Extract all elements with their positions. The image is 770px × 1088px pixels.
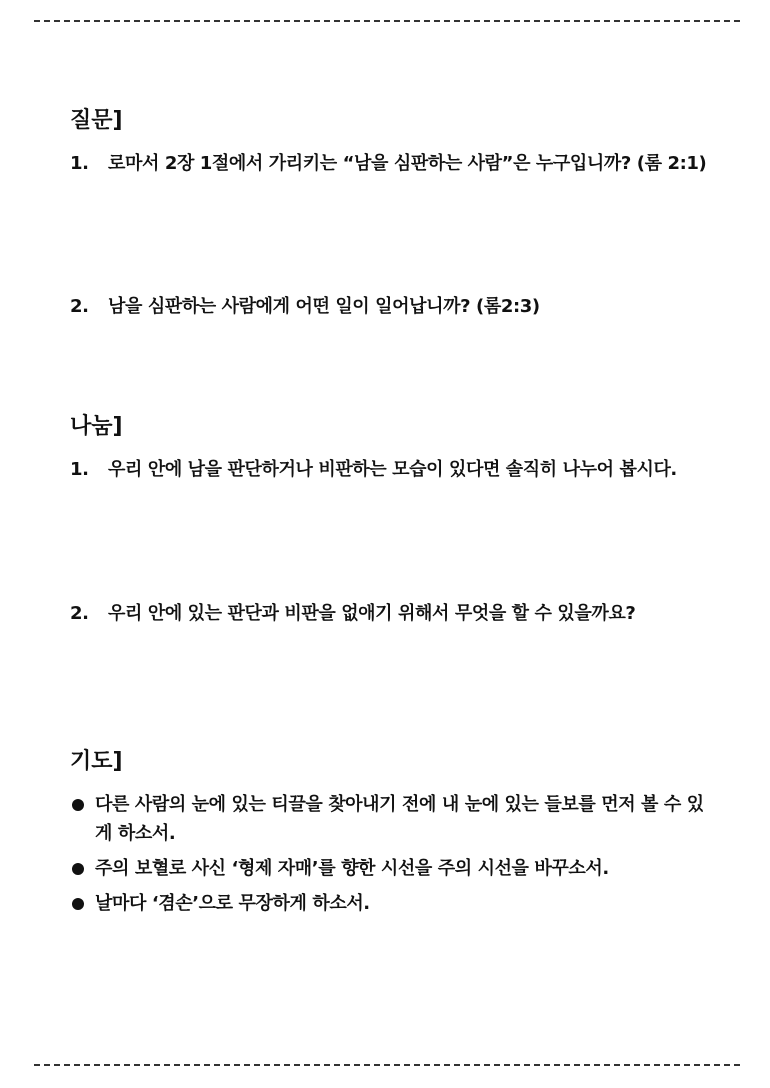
questions-section — [70, 108, 710, 134]
bottom-divider — [34, 1064, 740, 1066]
sharing-1 — [70, 455, 710, 484]
prayer-item — [70, 790, 710, 848]
sharing-heading: 나눔] — [70, 414, 123, 439]
prayer-item — [70, 854, 710, 883]
question-1 — [70, 149, 710, 178]
prayer-item — [70, 889, 710, 918]
question-number: 1. — [70, 153, 89, 174]
sharing-2 — [70, 599, 710, 628]
bullet-icon — [72, 799, 84, 811]
questions-heading: 질문] — [70, 108, 123, 133]
question-item — [70, 149, 710, 178]
sharing-number: 1. — [70, 459, 89, 480]
sharing-text: 우리 안에 남을 판단하거나 비판하는 모습이 있다면 솔직히 나누어 봅시다. — [108, 459, 677, 480]
sharing-item — [70, 599, 710, 628]
sharing-item — [70, 455, 710, 484]
bullet-icon — [72, 898, 84, 910]
top-divider — [34, 20, 740, 22]
question-text: 로마서 2장 1절에서 가리키는 “남을 심판하는 사람”은 누구입니까? (롬 2:1) — [108, 153, 707, 174]
prayer-list — [70, 790, 710, 924]
question-item — [70, 292, 710, 321]
question-2 — [70, 292, 710, 321]
bullet-icon — [72, 863, 84, 875]
prayer-text: 주의 보혈로 사신 ‘형제 자매’를 향한 시선을 주의 시선을 바꾸소서. — [95, 858, 609, 879]
prayer-section — [70, 749, 710, 775]
question-text: 남을 심판하는 사람에게 어떤 일이 일어납니까? (롬2:3) — [108, 296, 540, 317]
prayer-heading: 기도] — [70, 749, 123, 774]
sharing-number: 2. — [70, 603, 89, 624]
sharing-text: 우리 안에 있는 판단과 비판을 없애기 위해서 무엇을 할 수 있을까요? — [108, 603, 636, 624]
prayer-text: 날마다 ‘겸손’으로 무장하게 하소서. — [95, 893, 370, 914]
prayer-text: 다른 사람의 눈에 있는 티끌을 찾아내기 전에 내 눈에 있는 들보를 먼저 볼 수 있게 하소서. — [95, 794, 704, 844]
question-number: 2. — [70, 296, 89, 317]
sharing-section — [70, 414, 710, 440]
